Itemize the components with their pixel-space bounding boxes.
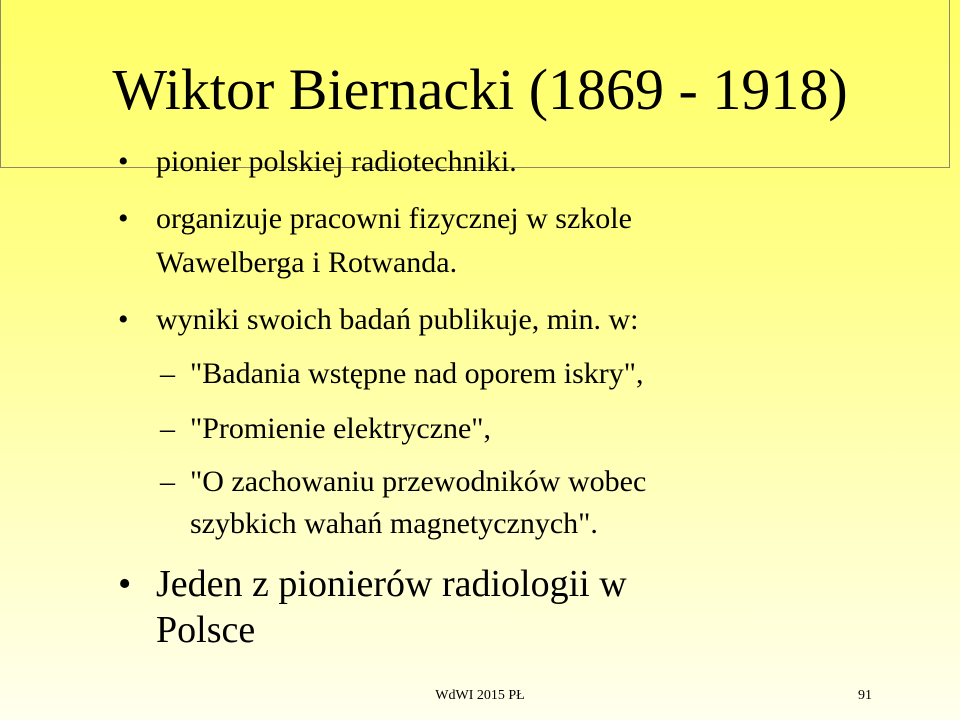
bullet-text: Wawelberga i Rotwanda. [156,246,458,279]
bullet-text: Jeden z pionierów radiologii w [156,563,627,605]
dash-icon: – [160,465,175,498]
sub-item-text: szybkich wahań magnetycznych". [190,507,598,540]
sub-item-text: "Badania wstępne nad oporem iskry", [190,357,644,390]
dash-icon: – [160,357,175,390]
sub-item-text: "Promienie elektryczne", [190,412,492,445]
bullet-text: wyniki swoich badań publikuje, min. w: [156,303,639,336]
bullet-icon: • [118,303,129,336]
bullet-text: pionier polskiej radiotechniki. [156,145,517,178]
page-number: 91 [858,688,872,703]
sub-item-text: "O zachowaniu przewodników wobec [190,465,647,498]
bullet-icon: • [118,145,129,178]
bullet-text: organizuje pracowni fizycznej w szkole [156,202,632,235]
bullet-icon: • [118,202,129,235]
footer-label: WdWI 2015 PŁ [435,688,525,703]
bullet-icon: • [118,563,132,605]
dash-icon: – [160,412,175,445]
bullet-text: Polsce [156,609,256,651]
slide-title: Wiktor Biernacki (1869 - 1918) [112,57,848,122]
